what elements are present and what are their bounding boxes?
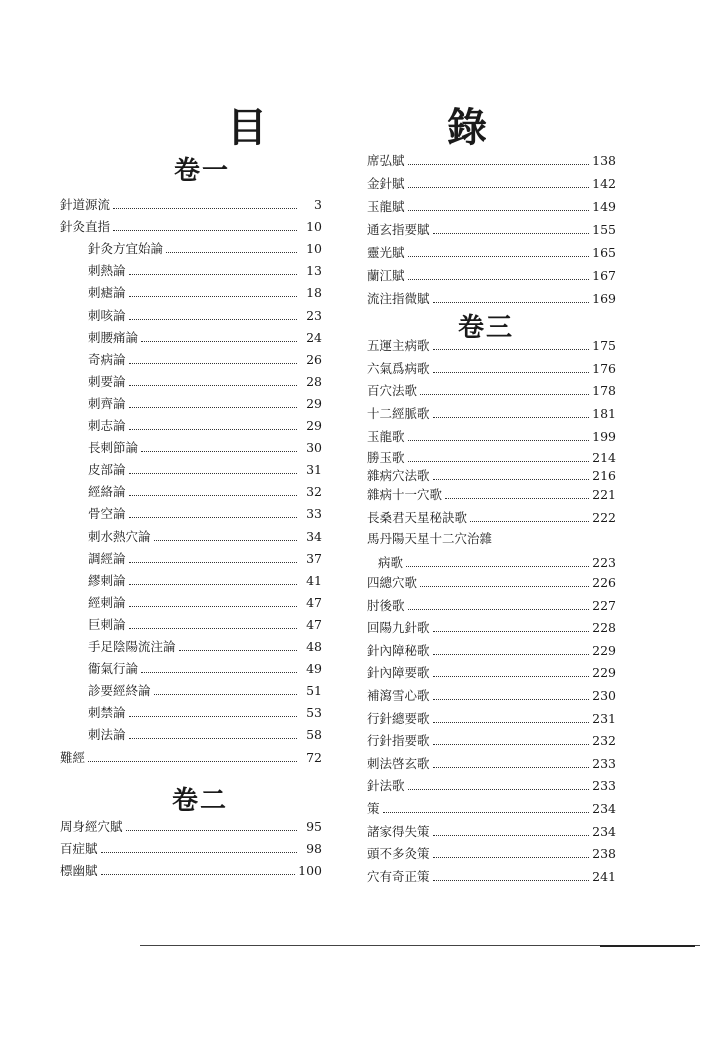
- toc-entry: [88, 573, 322, 589]
- toc-entry: [367, 665, 616, 681]
- toc-entry: [60, 819, 322, 835]
- leader-dots: [166, 251, 297, 253]
- toc-entry-label: 百穴法歌: [367, 383, 418, 398]
- toc-entry-page: 214: [592, 450, 616, 465]
- toc-entry-wrapped-label: 馬丹陽天星十二穴治雜: [367, 531, 493, 546]
- toc-entry-page: 138: [592, 153, 616, 168]
- toc-entry: [88, 374, 322, 390]
- toc-entry: [88, 705, 322, 721]
- toc-entry-label: 刺齊論: [88, 395, 126, 411]
- toc-entry-label: 周身經穴賦: [60, 819, 123, 834]
- leader-dots: [433, 675, 590, 677]
- toc-entry: [88, 330, 322, 346]
- toc-entry: [367, 338, 616, 354]
- leader-dots: [141, 340, 297, 342]
- leader-dots: [101, 873, 296, 875]
- toc-entry-page: 222: [592, 510, 616, 525]
- footer-rule-right: [600, 945, 695, 947]
- toc-entry-label: 行針指要歌: [367, 733, 430, 749]
- toc-entry: [88, 285, 322, 301]
- volume-1-heading: 卷一: [174, 156, 231, 186]
- leader-dots: [129, 428, 297, 430]
- toc-entry-page: 10: [306, 219, 322, 235]
- toc-entry: [367, 846, 616, 862]
- toc-entry-page: 181: [592, 406, 616, 421]
- toc-entry-label: 行針總要歌: [367, 710, 430, 726]
- leader-dots: [408, 186, 590, 188]
- leader-dots: [470, 520, 589, 522]
- toc-entry-page: 32: [306, 484, 322, 500]
- toc-entry: [367, 406, 616, 422]
- leader-dots: [408, 460, 590, 462]
- toc-entry-label: 刺瘧論: [88, 285, 126, 301]
- toc-entry-label: 針內障秘歌: [367, 642, 430, 658]
- toc-entry-label: 蘭江賦: [367, 268, 405, 283]
- toc-entry-page: 229: [592, 665, 616, 681]
- toc-entry-page: 178: [592, 383, 616, 398]
- volume-3-heading: 卷三: [458, 313, 515, 343]
- leader-dots: [408, 163, 590, 165]
- leader-dots: [129, 737, 297, 739]
- toc-entry-label: 肘後歌: [367, 597, 405, 613]
- toc-entry: [367, 429, 616, 445]
- leader-dots: [406, 565, 589, 567]
- toc-entry: [367, 575, 616, 591]
- toc-entry: [367, 756, 616, 772]
- toc-entry: [60, 219, 322, 235]
- leader-dots: [433, 478, 590, 480]
- toc-entry-label: 刺法啓玄歌: [367, 755, 430, 771]
- leader-dots: [129, 583, 297, 585]
- toc-entry-page: 24: [306, 329, 322, 345]
- leader-dots: [408, 278, 590, 280]
- toc-entry-page: 233: [592, 755, 616, 771]
- toc-entry-page: 18: [306, 285, 322, 301]
- toc-entry: [367, 468, 616, 484]
- leader-dots: [433, 232, 590, 234]
- toc-entry-label: 針法歌: [367, 778, 405, 794]
- leader-dots: [433, 698, 590, 700]
- toc-entry-label: 診要經終論: [88, 683, 151, 699]
- toc-entry-label: 刺禁論: [88, 705, 126, 721]
- leader-dots: [154, 693, 297, 695]
- toc-entry-label: 經絡論: [88, 484, 126, 500]
- leader-dots: [408, 608, 590, 610]
- volume-2-heading: 卷二: [172, 786, 229, 816]
- leader-dots: [129, 516, 297, 518]
- toc-entry: [88, 506, 322, 522]
- toc-entry-page: 233: [592, 778, 616, 794]
- toc-entry-label: 繆刺論: [88, 572, 126, 588]
- toc-entry-label: 針灸方宜始論: [88, 241, 164, 257]
- toc-entry: [367, 153, 616, 169]
- toc-entry-page: 29: [306, 395, 322, 411]
- leader-dots: [179, 649, 297, 651]
- toc-entry-page: 49: [306, 661, 322, 677]
- toc-entry-page: 23: [306, 307, 322, 323]
- leader-dots: [433, 834, 590, 836]
- toc-entry-label: 十二經脈歌: [367, 406, 430, 421]
- toc-entry: [367, 801, 616, 817]
- toc-entry: [367, 383, 616, 399]
- toc-entry-page: 98: [306, 841, 322, 856]
- toc-entry: [60, 197, 322, 213]
- toc-entry: [88, 529, 322, 545]
- toc-entry-page: 47: [306, 594, 322, 610]
- leader-dots: [88, 760, 297, 762]
- leader-dots: [129, 295, 297, 297]
- toc-entry: [367, 222, 616, 238]
- toc-entry-label: 經刺論: [88, 594, 126, 610]
- toc-entry-page: 232: [592, 733, 616, 749]
- leader-dots: [433, 371, 590, 373]
- toc-entry-page: 142: [592, 176, 616, 191]
- toc-entry: [367, 688, 616, 704]
- toc-entry-page: 231: [592, 710, 616, 726]
- toc-entry-label: 頭不多灸策: [367, 846, 430, 862]
- leader-dots: [433, 766, 590, 768]
- toc-entry-label: 補瀉雪心歌: [367, 688, 430, 703]
- toc-entry: [367, 245, 616, 261]
- toc-entry: [88, 462, 322, 478]
- toc-entry-page: 31: [306, 462, 322, 478]
- toc-entry: [367, 778, 616, 794]
- toc-entry-page: 230: [592, 688, 616, 703]
- toc-entry: [88, 661, 322, 677]
- toc-entry: [367, 733, 616, 749]
- toc-entry: [88, 308, 322, 324]
- toc-entry-label: 長刺節論: [88, 440, 139, 456]
- toc-entry-label: 流注指微賦: [367, 291, 430, 306]
- toc-entry-label: 手足陰陽流注論: [88, 639, 176, 654]
- toc-entry-label: 金針賦: [367, 176, 405, 191]
- toc-entry-page: 3: [314, 197, 322, 212]
- toc-entry-page: 223: [592, 555, 616, 570]
- leader-dots: [129, 627, 297, 629]
- toc-entry: [88, 551, 322, 567]
- toc-entry-page: 176: [592, 361, 616, 376]
- leader-dots: [433, 630, 590, 632]
- page-title: 目 錄: [227, 105, 557, 151]
- toc-entry-page: 169: [592, 291, 616, 306]
- toc-entry-page: 149: [592, 199, 616, 214]
- toc-entry-page: 226: [592, 575, 616, 590]
- toc-entry-page: 241: [592, 868, 616, 884]
- toc-entry-label: 諸家得失策: [367, 823, 430, 839]
- toc-entry-page: 199: [592, 429, 616, 444]
- toc-entry-label: 衞氣行論: [88, 661, 139, 677]
- toc-entry-label: 長桑君天星秘訣歌: [367, 510, 468, 525]
- leader-dots: [126, 829, 297, 831]
- toc-entry-label: 調經論: [88, 550, 126, 566]
- toc-entry-page: 72: [306, 749, 322, 765]
- leader-dots: [408, 209, 590, 211]
- toc-entry-page: 34: [306, 528, 322, 544]
- leader-dots: [408, 255, 590, 257]
- leader-dots: [141, 450, 297, 452]
- leader-dots: [129, 362, 297, 364]
- toc-entry: [367, 268, 616, 284]
- toc-entry-label: 穴有奇正策: [367, 868, 430, 884]
- leader-dots: [129, 561, 297, 563]
- leader-dots: [383, 811, 590, 813]
- toc-entry: [88, 263, 322, 279]
- toc-entry-page: 227: [592, 597, 616, 613]
- leader-dots: [433, 879, 590, 881]
- toc-entry: [88, 241, 322, 257]
- toc-entry-page: 26: [306, 351, 322, 367]
- toc-entry: [367, 620, 616, 636]
- toc-entry: [88, 352, 322, 368]
- toc-entry-label: 難經: [60, 749, 86, 765]
- toc-entry-label: 刺腰痛論: [88, 329, 139, 345]
- toc-entry: [367, 291, 616, 307]
- toc-entry-page: 234: [592, 801, 616, 816]
- toc-entry-page: 37: [306, 550, 322, 566]
- toc-entry-page: 100: [298, 863, 322, 878]
- toc-entry-label: 通玄指要賦: [367, 222, 430, 237]
- toc-entry-page: 216: [592, 468, 616, 483]
- toc-entry-page: 175: [592, 338, 616, 353]
- toc-entry-label: 席弘賦: [367, 153, 405, 168]
- toc-entry: [367, 510, 616, 526]
- leader-dots: [101, 851, 297, 853]
- toc-entry-page: 28: [306, 373, 322, 389]
- toc-entry-label: 百症賦: [60, 841, 98, 856]
- toc-entry: [88, 639, 322, 655]
- toc-entry: [378, 555, 616, 571]
- leader-dots: [433, 653, 590, 655]
- toc-entry-page: 41: [306, 572, 322, 588]
- toc-entry: [60, 863, 322, 879]
- leader-dots: [433, 721, 590, 723]
- toc-entry-label: 雜病十一穴歌: [367, 487, 443, 502]
- toc-entry-page: 58: [306, 727, 322, 743]
- leader-dots: [154, 539, 297, 541]
- leader-dots: [408, 788, 590, 790]
- leader-dots: [433, 348, 590, 350]
- toc-entry-label: 勝玉歌: [367, 450, 405, 465]
- toc-entry-label: 四總穴歌: [367, 575, 418, 590]
- leader-dots: [433, 856, 590, 858]
- toc-entry: [60, 841, 322, 857]
- toc-entry-page: 47: [306, 616, 322, 632]
- leader-dots: [408, 439, 590, 441]
- toc-entry-label: 刺法論: [88, 727, 126, 743]
- toc-entry: [367, 643, 616, 659]
- leader-dots: [129, 406, 297, 408]
- toc-entry: [367, 487, 616, 503]
- toc-entry-page: 10: [306, 241, 322, 257]
- toc-entry-label: 五運主病歌: [367, 338, 430, 353]
- leader-dots: [420, 393, 589, 395]
- toc-entry-label: 病歌: [378, 555, 404, 570]
- toc-entry: [367, 711, 616, 727]
- leader-dots: [113, 207, 297, 209]
- toc-entry-page: 221: [592, 487, 616, 502]
- leader-dots: [129, 494, 297, 496]
- leader-dots: [129, 318, 297, 320]
- leader-dots: [445, 497, 589, 499]
- toc-entry-page: 30: [306, 440, 322, 456]
- toc-entry-page: 229: [592, 642, 616, 658]
- toc-entry: [60, 750, 322, 766]
- toc-entry-label: 玉龍歌: [367, 429, 405, 444]
- toc-entry-label: 靈光賦: [367, 245, 405, 260]
- toc-entry-label: 標幽賦: [60, 863, 98, 878]
- leader-dots: [129, 605, 297, 607]
- toc-entry-label: 刺熱論: [88, 263, 126, 279]
- toc-entry: [367, 199, 616, 215]
- toc-entry-page: 51: [306, 683, 322, 699]
- toc-entry-page: 33: [306, 506, 322, 522]
- toc-entry-label: 巨刺論: [88, 616, 126, 632]
- toc-entry-label: 針內障要歌: [367, 665, 430, 681]
- leader-dots: [129, 715, 297, 717]
- toc-entry-label: 雜病穴法歌: [367, 468, 430, 483]
- toc-entry-page: 13: [306, 263, 322, 279]
- toc-entry: [367, 176, 616, 192]
- toc-entry: [88, 396, 322, 412]
- toc-entry-page: 167: [592, 268, 616, 283]
- leader-dots: [141, 671, 297, 673]
- toc-entry-page: 238: [592, 846, 616, 862]
- leader-dots: [113, 229, 297, 231]
- toc-entry-label: 玉龍賦: [367, 199, 405, 214]
- leader-dots: [129, 273, 297, 275]
- toc-entry-page: 155: [592, 222, 616, 237]
- toc-entry-page: 165: [592, 245, 616, 260]
- toc-entry-page: 53: [306, 705, 322, 721]
- toc-entry-label: 骨空論: [88, 506, 126, 522]
- toc-entry: [88, 418, 322, 434]
- toc-entry: [367, 869, 616, 885]
- toc-entry: [88, 617, 322, 633]
- leader-dots: [433, 301, 590, 303]
- toc-entry-page: 95: [306, 819, 322, 834]
- toc-entry: [88, 484, 322, 500]
- leader-dots: [129, 472, 297, 474]
- toc-entry: [88, 683, 322, 699]
- toc-entry-page: 234: [592, 823, 616, 839]
- toc-entry-page: 228: [592, 620, 616, 636]
- leader-dots: [433, 743, 590, 745]
- toc-entry-page: 29: [306, 418, 322, 433]
- toc-entry: [367, 824, 616, 840]
- toc-entry: [88, 440, 322, 456]
- toc-entry-label: 刺水熱穴論: [88, 528, 151, 544]
- toc-entry-label: 針道源流: [60, 197, 111, 212]
- toc-entry-label: 皮部論: [88, 462, 126, 478]
- toc-entry-label: 針灸直指: [60, 219, 111, 235]
- toc-entry-label: 回陽九針歌: [367, 620, 430, 636]
- toc-entry: [367, 361, 616, 377]
- toc-entry: [367, 450, 616, 466]
- leader-dots: [433, 416, 590, 418]
- toc-entry-page: 48: [306, 639, 322, 654]
- toc-entry: [88, 595, 322, 611]
- toc-entry-label: 策: [367, 801, 380, 816]
- toc-entry-label: 六氣爲病歌: [367, 361, 430, 376]
- toc-entry: [88, 727, 322, 743]
- leader-dots: [129, 384, 297, 386]
- toc-entry-label: 奇病論: [88, 351, 126, 367]
- toc-entry-label: 刺咳論: [88, 307, 126, 323]
- leader-dots: [420, 585, 589, 587]
- toc-entry: [367, 598, 616, 614]
- toc-entry-label: 刺要論: [88, 373, 126, 389]
- toc-entry-label: 刺志論: [88, 418, 126, 433]
